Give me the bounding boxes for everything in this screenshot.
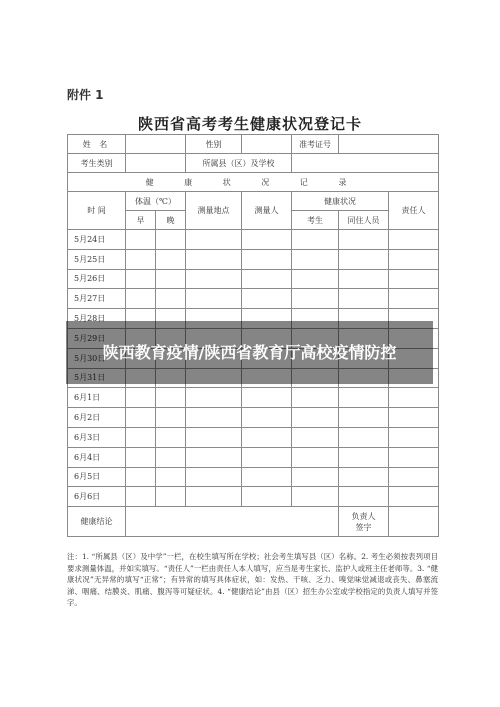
- county-school-value-cell: [292, 154, 439, 173]
- measurer-cell[interactable]: [242, 427, 292, 447]
- location-cell[interactable]: [186, 269, 242, 289]
- location-cell[interactable]: [186, 249, 242, 269]
- responsible-cell[interactable]: [389, 289, 439, 309]
- signature-label-line2: 签字: [355, 522, 372, 532]
- student-status-cell[interactable]: [292, 408, 339, 428]
- caption-text: 陕西教育疫情/陕西省教育厅高校疫情防控: [102, 343, 397, 362]
- morning-temp-cell[interactable]: [126, 487, 156, 507]
- date-cell: 6月2日: [68, 408, 126, 428]
- responsible-cell[interactable]: [389, 427, 439, 447]
- signature-label: [339, 507, 389, 537]
- responsible-cell[interactable]: [389, 408, 439, 428]
- measurer-cell[interactable]: [242, 289, 292, 309]
- table-row: [68, 154, 439, 173]
- table-row: [68, 507, 439, 537]
- responsible-cell[interactable]: [389, 388, 439, 408]
- date-cell: 5月27日: [68, 289, 126, 309]
- morning-temp-cell[interactable]: [126, 427, 156, 447]
- student-status-cell[interactable]: [292, 249, 339, 269]
- table-row: [68, 192, 439, 211]
- responsible-header: 责任人: [389, 192, 439, 230]
- companions-status-cell[interactable]: [339, 427, 389, 447]
- location-cell[interactable]: [186, 230, 242, 250]
- responsible-cell[interactable]: [389, 467, 439, 487]
- name-value-cell: [126, 135, 186, 154]
- evening-temp-cell[interactable]: [156, 388, 186, 408]
- gender-value-cell: [242, 135, 292, 154]
- evening-temp-cell[interactable]: [156, 427, 186, 447]
- date-cell: 6月5日: [68, 467, 126, 487]
- table-row: [68, 447, 439, 467]
- student-status-cell[interactable]: [292, 289, 339, 309]
- morning-temp-cell[interactable]: [126, 289, 156, 309]
- evening-temp-cell[interactable]: [156, 289, 186, 309]
- date-cell: 6月4日: [68, 447, 126, 467]
- morning-temp-cell[interactable]: [126, 408, 156, 428]
- table-row: [68, 427, 439, 447]
- companions-status-cell[interactable]: [339, 447, 389, 467]
- measurer-cell[interactable]: [242, 487, 292, 507]
- student-status-cell[interactable]: [292, 487, 339, 507]
- gender-label: 性别: [186, 135, 242, 154]
- date-cell: 5月25日: [68, 249, 126, 269]
- attachment-label: 附件 1: [67, 88, 104, 102]
- location-cell[interactable]: [186, 427, 242, 447]
- companions-status-cell[interactable]: [339, 467, 389, 487]
- table-row: [68, 408, 439, 428]
- morning-temp-cell[interactable]: [126, 269, 156, 289]
- responsible-cell[interactable]: [389, 487, 439, 507]
- responsible-cell[interactable]: [389, 269, 439, 289]
- date-cell: 6月1日: [68, 388, 126, 408]
- evening-temp-cell[interactable]: [156, 249, 186, 269]
- category-label: 考生类别: [68, 154, 126, 173]
- companions-status-cell[interactable]: [339, 408, 389, 428]
- measurer-cell[interactable]: [242, 230, 292, 250]
- companions-status-cell[interactable]: [339, 230, 389, 250]
- evening-header: 晚: [156, 211, 186, 230]
- date-cell: 5月26日: [68, 269, 126, 289]
- conclusion-value-cell: [126, 507, 339, 537]
- measurer-cell[interactable]: [242, 269, 292, 289]
- signature-label-line1: 负责人: [351, 511, 376, 521]
- table-row: [68, 230, 439, 250]
- date-cell: 5月24日: [68, 230, 126, 250]
- location-cell[interactable]: [186, 487, 242, 507]
- time-header: 时 间: [68, 192, 126, 230]
- responsible-cell[interactable]: [389, 230, 439, 250]
- student-header: 考生: [292, 211, 339, 230]
- section-title: 健 康 状 况 记 录: [68, 173, 439, 192]
- table-row: [68, 388, 439, 408]
- morning-temp-cell[interactable]: [126, 249, 156, 269]
- student-status-cell[interactable]: [292, 427, 339, 447]
- category-value-cell: [126, 154, 186, 173]
- table-row: [68, 269, 439, 289]
- location-cell[interactable]: [186, 388, 242, 408]
- table-row: [68, 467, 439, 487]
- student-status-cell[interactable]: [292, 388, 339, 408]
- caption-overlay: [66, 321, 433, 384]
- measurer-cell[interactable]: [242, 408, 292, 428]
- health-status-header: 健康状况: [292, 192, 389, 211]
- conclusion-label: 健康结论: [68, 507, 126, 537]
- location-cell[interactable]: [186, 467, 242, 487]
- location-cell[interactable]: [186, 408, 242, 428]
- date-cell: 5月28日: [68, 309, 126, 329]
- table-row: [68, 289, 439, 309]
- table-row: [68, 173, 439, 192]
- table-row: [68, 135, 439, 154]
- name-label: 姓 名: [68, 135, 126, 154]
- location-header: 测量地点: [186, 192, 242, 230]
- date-cell: 5月31日: [68, 368, 126, 388]
- form-title: 陕西省高考考生健康状况登记卡: [137, 115, 362, 133]
- table-row: [68, 487, 439, 507]
- location-cell[interactable]: [186, 289, 242, 309]
- measurer-cell[interactable]: [242, 249, 292, 269]
- morning-header: 早: [126, 211, 156, 230]
- evening-temp-cell[interactable]: [156, 269, 186, 289]
- evening-temp-cell[interactable]: [156, 467, 186, 487]
- measurer-cell[interactable]: [242, 388, 292, 408]
- date-cell: 6月3日: [68, 427, 126, 447]
- responsible-cell[interactable]: [389, 249, 439, 269]
- admission-no-label: 准考证号: [292, 135, 339, 154]
- evening-temp-cell[interactable]: [156, 487, 186, 507]
- morning-temp-cell[interactable]: [126, 447, 156, 467]
- student-status-cell[interactable]: [292, 467, 339, 487]
- companions-status-cell[interactable]: [339, 269, 389, 289]
- date-cell: 5月29日: [68, 328, 126, 348]
- morning-temp-cell[interactable]: [126, 230, 156, 250]
- measurer-header: 测量人: [242, 192, 292, 230]
- companions-status-cell[interactable]: [339, 487, 389, 507]
- admission-no-value-cell: [339, 135, 439, 154]
- measurer-cell[interactable]: [242, 447, 292, 467]
- morning-temp-cell[interactable]: [126, 467, 156, 487]
- date-cell: 5月30日: [68, 348, 126, 368]
- student-status-cell[interactable]: [292, 447, 339, 467]
- location-cell[interactable]: [186, 447, 242, 467]
- evening-temp-cell[interactable]: [156, 447, 186, 467]
- measurer-cell[interactable]: [242, 467, 292, 487]
- companions-status-cell[interactable]: [339, 249, 389, 269]
- date-cell: 6月6日: [68, 487, 126, 507]
- table-row: [68, 249, 439, 269]
- county-school-label: 所属县（区）及学校: [186, 154, 292, 173]
- companions-header: 同住人员: [339, 211, 389, 230]
- companions-status-cell[interactable]: [339, 289, 389, 309]
- responsible-cell[interactable]: [389, 447, 439, 467]
- signature-value-cell: [389, 507, 439, 537]
- student-status-cell[interactable]: [292, 230, 339, 250]
- notes-paragraph: 注：1. “所属县（区）及中学”一栏，在校生填写所在学校；社会考生填写县（区）名称。2. 考生必须按表列项目要求测量体温，并如实填写。“责任人”一栏由责任人本人填写，应当是考生家长、监护人或班主任老师等。3. “健康状况”无异常的填写“正常”；有异常的填写具体症状，如：发热、干咳、乏力、嗅觉味觉减退或丧失、鼻塞流涕、咽痛、结膜炎、肌痛、腹泻等可疑症状。4. “健康结论”由县（区）招生办公室或学校指定的负责人填写并签字。: [67, 552, 438, 607]
- evening-temp-cell[interactable]: [156, 408, 186, 428]
- student-status-cell[interactable]: [292, 269, 339, 289]
- morning-temp-cell[interactable]: [126, 388, 156, 408]
- evening-temp-cell[interactable]: [156, 230, 186, 250]
- companions-status-cell[interactable]: [339, 388, 389, 408]
- temperature-header: 体温（℃）: [126, 192, 186, 211]
